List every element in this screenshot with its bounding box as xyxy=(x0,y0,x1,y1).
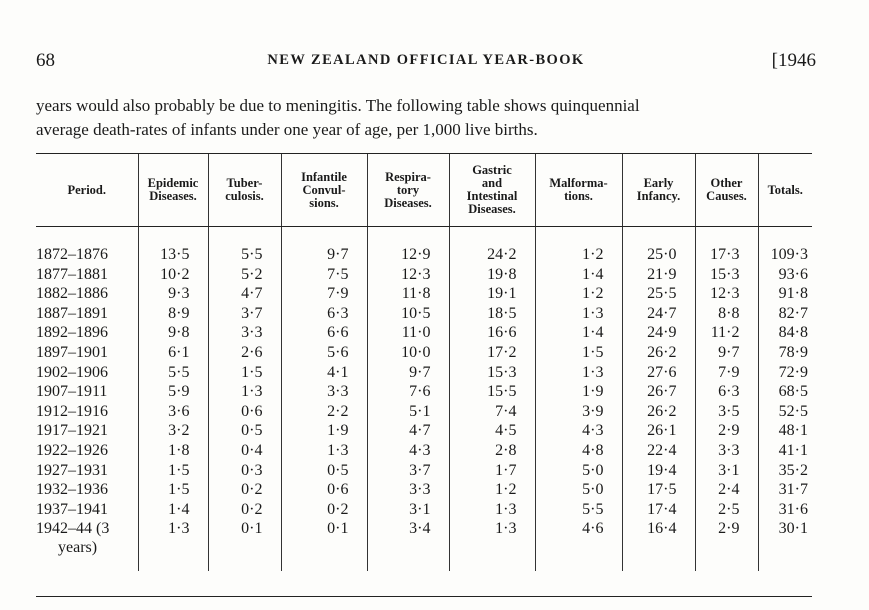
cell-infantile-convulsions: 6·6 xyxy=(281,323,367,343)
running-title: NEW ZEALAND OFFICIAL YEAR-BOOK xyxy=(267,52,585,68)
cell-epidemic-diseases: 13·5 xyxy=(138,245,208,265)
table-row xyxy=(36,519,812,571)
cell-other-causes: 3·5 xyxy=(695,402,758,422)
intro-paragraph xyxy=(36,94,826,142)
cell-epidemic-diseases: 8·9 xyxy=(138,304,208,324)
period-cell: 1917–1921 xyxy=(36,422,108,440)
table-spacer-row xyxy=(36,227,812,246)
cell-early-infancy: 25·0 xyxy=(622,245,695,265)
cell-respiratory-diseases: 9·7 xyxy=(367,363,449,383)
year-label: [1946 xyxy=(771,50,816,71)
table-row xyxy=(36,382,812,402)
table-row xyxy=(36,323,812,343)
cell-epidemic-diseases: 1·5 xyxy=(138,461,208,481)
column-header-line: Other xyxy=(710,176,743,190)
table-row xyxy=(36,265,812,285)
death-rate-table xyxy=(36,153,812,571)
cell-malformations: 4·3 xyxy=(535,421,622,441)
cell-respiratory-diseases: 11·8 xyxy=(367,284,449,304)
column-header-early-infancy xyxy=(622,154,695,227)
cell-tuberculosis: 3·7 xyxy=(208,304,281,324)
period-cell: 1897–1901 xyxy=(36,343,108,361)
cell-malformations: 5·0 xyxy=(535,480,622,500)
period-cell: 1907–1911 xyxy=(36,383,108,401)
cell-tuberculosis: 0·4 xyxy=(208,441,281,461)
cell-tuberculosis: 2·6 xyxy=(208,343,281,363)
column-header-totals xyxy=(758,154,812,227)
table-row xyxy=(36,304,812,324)
cell-early-infancy: 16·4 xyxy=(622,519,695,571)
cell-other-causes: 9·7 xyxy=(695,343,758,363)
cell-totals: 31·7 xyxy=(758,480,812,500)
table-row xyxy=(36,343,812,363)
page-number: 68 xyxy=(36,50,55,71)
cell-other-causes: 2·9 xyxy=(695,519,758,571)
cell-totals: 78·9 xyxy=(758,343,812,363)
cell-infantile-convulsions: 5·6 xyxy=(281,343,367,363)
table-row xyxy=(36,363,812,383)
cell-early-infancy: 21·9 xyxy=(622,265,695,285)
cell-gastric-intestinal-diseases: 17·2 xyxy=(449,343,535,363)
column-header-respiratory-diseases xyxy=(367,154,449,227)
cell-respiratory-diseases: 10·0 xyxy=(367,343,449,363)
period-cell: 1872–1876 xyxy=(36,246,108,263)
cell-gastric-intestinal-diseases: 1·3 xyxy=(449,519,535,571)
cell-tuberculosis: 0·3 xyxy=(208,461,281,481)
cell-epidemic-diseases: 9·8 xyxy=(138,323,208,343)
cell-infantile-convulsions: 2·2 xyxy=(281,402,367,422)
column-header-line: Epidemic xyxy=(147,176,199,190)
cell-infantile-convulsions: 3·3 xyxy=(281,382,367,402)
cell-malformations: 3·9 xyxy=(535,402,622,422)
cell-other-causes: 12·3 xyxy=(695,284,758,304)
intro-line-2: average death-rates of infants under one year of age, per 1,000 live births. xyxy=(36,120,538,139)
cell-other-causes: 8·8 xyxy=(695,304,758,324)
period-cell: 1877–1881 xyxy=(36,265,108,283)
column-header-line: Intestinal xyxy=(466,189,518,203)
table-row xyxy=(36,421,812,441)
column-header-line: culosis. xyxy=(225,189,264,203)
cell-other-causes: 2·4 xyxy=(695,480,758,500)
intro-line-1: years would also probably be due to meningitis. The following table shows quinquennial xyxy=(36,96,640,115)
cell-infantile-convulsions: 0·5 xyxy=(281,461,367,481)
cell-totals: 41·1 xyxy=(758,441,812,461)
cell-respiratory-diseases: 3·4 xyxy=(367,519,449,571)
cell-infantile-convulsions: 0·2 xyxy=(281,500,367,520)
column-header-epidemic-diseases xyxy=(138,154,208,227)
table-row xyxy=(36,461,812,481)
column-header-line: Diseases. xyxy=(468,202,516,216)
column-header-gastric-intestinal-diseases xyxy=(449,154,535,227)
cell-epidemic-diseases: 3·2 xyxy=(138,421,208,441)
cell-respiratory-diseases: 5·1 xyxy=(367,402,449,422)
period-cell: 1937–1941 xyxy=(36,500,108,518)
period-cell: 1932–1936 xyxy=(36,481,108,499)
period-cell xyxy=(36,519,138,571)
cell-malformations: 1·9 xyxy=(535,382,622,402)
column-header-line: Totals. xyxy=(767,182,803,197)
column-header-line: Diseases. xyxy=(384,195,432,210)
period-cell: 1902–1906 xyxy=(36,363,108,381)
cell-early-infancy: 24·7 xyxy=(622,304,695,324)
cell-totals: 30·1 xyxy=(758,519,812,571)
cell-respiratory-diseases: 4·3 xyxy=(367,441,449,461)
death-rate-table-wrap xyxy=(36,153,812,598)
cell-early-infancy: 26·7 xyxy=(622,382,695,402)
table-row xyxy=(36,245,812,265)
cell-other-causes: 11·2 xyxy=(695,323,758,343)
column-header-other-causes xyxy=(695,154,758,227)
cell-gastric-intestinal-diseases: 19·8 xyxy=(449,265,535,285)
cell-totals: 72·9 xyxy=(758,363,812,383)
cell-infantile-convulsions: 4·1 xyxy=(281,363,367,383)
cell-early-infancy: 19·4 xyxy=(622,461,695,481)
cell-gastric-intestinal-diseases: 16·6 xyxy=(449,323,535,343)
table-row xyxy=(36,441,812,461)
cell-malformations: 5·0 xyxy=(535,461,622,481)
cell-early-infancy: 26·1 xyxy=(622,421,695,441)
cell-epidemic-diseases: 9·3 xyxy=(138,284,208,304)
cell-malformations: 1·4 xyxy=(535,323,622,343)
column-header-line: Malforma- xyxy=(549,176,608,190)
cell-respiratory-diseases: 10·5 xyxy=(367,304,449,324)
cell-infantile-convulsions: 7·5 xyxy=(281,265,367,285)
cell-tuberculosis: 1·5 xyxy=(208,363,281,383)
period-cell: 1927–1931 xyxy=(36,461,108,479)
cell-early-infancy: 26·2 xyxy=(622,343,695,363)
cell-totals: 91·8 xyxy=(758,284,812,304)
cell-other-causes: 17·3 xyxy=(695,245,758,265)
table-header-row xyxy=(36,154,812,227)
table-bottom-rule xyxy=(36,596,812,597)
column-header-line: tions. xyxy=(564,189,593,203)
cell-malformations: 1·3 xyxy=(535,363,622,383)
cell-infantile-convulsions: 1·9 xyxy=(281,421,367,441)
cell-respiratory-diseases: 4·7 xyxy=(367,421,449,441)
column-header-malformations xyxy=(535,154,622,227)
period-cell: 1912–1916 xyxy=(36,402,108,420)
cell-infantile-convulsions: 0·6 xyxy=(281,480,367,500)
period-cell: 1922–1926 xyxy=(36,441,108,459)
cell-malformations: 4·6 xyxy=(535,519,622,571)
cell-other-causes: 3·3 xyxy=(695,441,758,461)
cell-epidemic-diseases: 6·1 xyxy=(138,343,208,363)
cell-totals: 48·1 xyxy=(758,421,812,441)
column-header-line: Early xyxy=(643,176,674,190)
cell-epidemic-diseases: 3·6 xyxy=(138,402,208,422)
cell-tuberculosis: 0·2 xyxy=(208,480,281,500)
cell-tuberculosis: 0·5 xyxy=(208,421,281,441)
cell-epidemic-diseases: 1·3 xyxy=(138,519,208,571)
cell-tuberculosis: 0·1 xyxy=(208,519,281,571)
cell-totals: 52·5 xyxy=(758,402,812,422)
cell-gastric-intestinal-diseases: 15·5 xyxy=(449,382,535,402)
cell-respiratory-diseases: 11·0 xyxy=(367,323,449,343)
cell-totals: 93·6 xyxy=(758,265,812,285)
cell-early-infancy: 17·4 xyxy=(622,500,695,520)
period-cell: 1887–1891 xyxy=(36,304,108,322)
cell-respiratory-diseases: 12·3 xyxy=(367,265,449,285)
cell-gastric-intestinal-diseases: 4·5 xyxy=(449,421,535,441)
cell-early-infancy: 22·4 xyxy=(622,441,695,461)
cell-other-causes: 15·3 xyxy=(695,265,758,285)
column-header-line: Infancy. xyxy=(636,189,681,203)
column-header-line: Period. xyxy=(67,182,107,197)
cell-epidemic-diseases: 1·5 xyxy=(138,480,208,500)
period-cell: 1892–1896 xyxy=(36,324,108,342)
column-header-line: Infantile xyxy=(301,169,347,184)
cell-infantile-convulsions: 9·7 xyxy=(281,245,367,265)
cell-totals: 68·5 xyxy=(758,382,812,402)
cell-malformations: 1·2 xyxy=(535,245,622,265)
cell-tuberculosis: 5·2 xyxy=(208,265,281,285)
cell-infantile-convulsions: 7·9 xyxy=(281,284,367,304)
cell-malformations: 1·5 xyxy=(535,343,622,363)
cell-totals: 35·2 xyxy=(758,461,812,481)
cell-gastric-intestinal-diseases: 19·1 xyxy=(449,284,535,304)
cell-infantile-convulsions: 0·1 xyxy=(281,519,367,571)
cell-respiratory-diseases: 3·1 xyxy=(367,500,449,520)
cell-tuberculosis: 0·2 xyxy=(208,500,281,520)
column-header-tuberculosis xyxy=(208,154,281,227)
cell-gastric-intestinal-diseases: 18·5 xyxy=(449,304,535,324)
cell-malformations: 1·3 xyxy=(535,304,622,324)
cell-gastric-intestinal-diseases: 1·7 xyxy=(449,461,535,481)
column-header-infantile-convulsions xyxy=(281,154,367,227)
cell-tuberculosis: 5·5 xyxy=(208,245,281,265)
cell-epidemic-diseases: 5·5 xyxy=(138,363,208,383)
column-header-line: Respira- xyxy=(385,169,431,184)
cell-totals: 31·6 xyxy=(758,500,812,520)
cell-totals: 109·3 xyxy=(758,245,812,265)
column-header-line: tory xyxy=(396,182,420,197)
column-header-line: Convul- xyxy=(302,182,346,197)
period-line-continued: years) xyxy=(58,539,98,557)
cell-totals: 82·7 xyxy=(758,304,812,324)
cell-malformations: 1·4 xyxy=(535,265,622,285)
cell-gastric-intestinal-diseases: 1·2 xyxy=(449,480,535,500)
cell-malformations: 5·5 xyxy=(535,500,622,520)
cell-tuberculosis: 3·3 xyxy=(208,323,281,343)
cell-early-infancy: 17·5 xyxy=(622,480,695,500)
table-row xyxy=(36,284,812,304)
column-header-line: and xyxy=(481,176,503,190)
column-header-line: sions. xyxy=(309,195,339,210)
cell-tuberculosis: 1·3 xyxy=(208,382,281,402)
running-head xyxy=(36,50,816,72)
table-row xyxy=(36,402,812,422)
cell-epidemic-diseases: 1·4 xyxy=(138,500,208,520)
column-header-line: Causes. xyxy=(706,189,747,203)
cell-respiratory-diseases: 3·7 xyxy=(367,461,449,481)
column-header-line: Tuber- xyxy=(226,176,263,190)
table-row xyxy=(36,480,812,500)
cell-other-causes: 2·5 xyxy=(695,500,758,520)
period-line: 1942–44 (3 xyxy=(36,520,110,538)
table-row xyxy=(36,500,812,520)
cell-gastric-intestinal-diseases: 24·2 xyxy=(449,245,535,265)
cell-infantile-convulsions: 6·3 xyxy=(281,304,367,324)
cell-malformations: 1·2 xyxy=(535,284,622,304)
cell-other-causes: 3·1 xyxy=(695,461,758,481)
cell-epidemic-diseases: 1·8 xyxy=(138,441,208,461)
cell-other-causes: 6·3 xyxy=(695,382,758,402)
cell-respiratory-diseases: 12·9 xyxy=(367,245,449,265)
cell-respiratory-diseases: 7·6 xyxy=(367,382,449,402)
cell-gastric-intestinal-diseases: 7·4 xyxy=(449,402,535,422)
cell-malformations: 4·8 xyxy=(535,441,622,461)
cell-early-infancy: 27·6 xyxy=(622,363,695,383)
cell-respiratory-diseases: 3·3 xyxy=(367,480,449,500)
cell-tuberculosis: 0·6 xyxy=(208,402,281,422)
cell-tuberculosis: 4·7 xyxy=(208,284,281,304)
cell-epidemic-diseases: 10·2 xyxy=(138,265,208,285)
column-header-line: Gastric xyxy=(472,163,512,177)
cell-gastric-intestinal-diseases: 1·3 xyxy=(449,500,535,520)
cell-infantile-convulsions: 1·3 xyxy=(281,441,367,461)
cell-early-infancy: 26·2 xyxy=(622,402,695,422)
cell-early-infancy: 25·5 xyxy=(622,284,695,304)
cell-epidemic-diseases: 5·9 xyxy=(138,382,208,402)
period-cell: 1882–1886 xyxy=(36,285,108,303)
cell-other-causes: 7·9 xyxy=(695,363,758,383)
column-header-line: Diseases. xyxy=(149,189,197,203)
column-header-period xyxy=(36,154,138,227)
cell-gastric-intestinal-diseases: 15·3 xyxy=(449,363,535,383)
cell-other-causes: 2·9 xyxy=(695,421,758,441)
cell-early-infancy: 24·9 xyxy=(622,323,695,343)
cell-totals: 84·8 xyxy=(758,323,812,343)
cell-gastric-intestinal-diseases: 2·8 xyxy=(449,441,535,461)
